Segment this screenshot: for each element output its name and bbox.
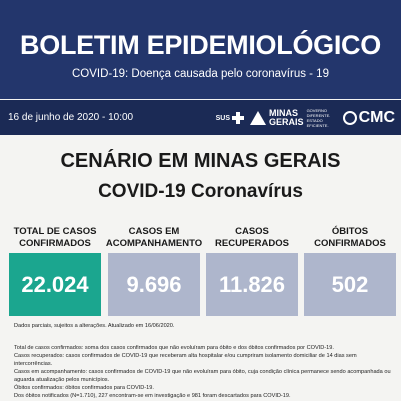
partial-data-note: Dados parciais, sujeitos a alterações. Atualizado em 16/06/2020. xyxy=(14,323,175,329)
logo-strip xyxy=(216,105,395,131)
report-date: 16 de junho de 2020 - 10:00 xyxy=(8,112,134,123)
card-value: 502 xyxy=(304,253,396,316)
scenario-heading: CENÁRIO EM MINAS GERAIS xyxy=(60,150,341,172)
sus-logo xyxy=(216,112,244,124)
card-total-confirmed xyxy=(9,223,101,297)
note-line: Dos óbitos notificados (N=1.710), 227 encontram-se em investigação e 981 foram descartados para COVID-19. xyxy=(14,393,291,399)
mg-line2: GERAIS xyxy=(269,117,304,127)
page-title: BOLETIM EPIDEMIOLÓGICO xyxy=(20,30,381,60)
card-label: TOTAL DE CASOS CONFIRMADOS xyxy=(13,226,97,249)
card-recovered xyxy=(206,223,298,297)
page-subtitle: COVID-19: Doença causada pelo coronavírus - 19 xyxy=(72,68,329,80)
minas-gerais-logo xyxy=(250,108,337,128)
mg-line1: MINAS xyxy=(269,108,299,118)
card-label: ÓBITOS CONFIRMADOS xyxy=(314,226,386,249)
note-line: Total de casos confirmados: soma dos casos confirmados que não evoluíram para óbito e dos óbitos confirmados por COVID-19. xyxy=(14,345,334,351)
header-banner xyxy=(0,0,401,99)
sus-text: SUS xyxy=(215,114,231,122)
cmc-logo xyxy=(343,109,395,127)
cmc-text: CMC xyxy=(358,109,395,126)
card-value: 22.024 xyxy=(9,253,101,316)
triangle-icon xyxy=(250,111,266,125)
definitions-notes xyxy=(14,344,394,400)
cross-icon xyxy=(232,112,244,124)
card-label: CASOS RECUPERADOS xyxy=(215,226,289,249)
mg-gov-text: GOVERNO DIFERENTE. ESTADO EFICIENTE. xyxy=(306,108,331,128)
note-line: Casos em acompanhamento: casos confirmados de COVID-19 que não evoluíram para óbito, cuja condição clínica permanece sendo acompanhada ou aguarda atualização pelos municípios. xyxy=(14,369,391,383)
card-value: 9.696 xyxy=(108,253,200,316)
card-value: 11.826 xyxy=(206,253,298,316)
card-in-follow-up xyxy=(105,223,203,297)
card-deaths xyxy=(304,223,396,297)
card-label: CASOS EM ACOMPANHAMENTO xyxy=(105,226,203,249)
ring-icon xyxy=(343,111,357,125)
scenario-subheading: COVID-19 Coronavírus xyxy=(98,181,303,202)
note-line: Óbitos confirmados: óbitos confirmados para COVID-19. xyxy=(14,385,154,391)
date-band xyxy=(0,100,401,135)
note-line: Casos recuperados: casos confirmados de COVID-19 que receberam alta hospitalar e/ou cumpriram isolamento domiciliar de 14 dias sem intercorrências. xyxy=(14,353,357,367)
